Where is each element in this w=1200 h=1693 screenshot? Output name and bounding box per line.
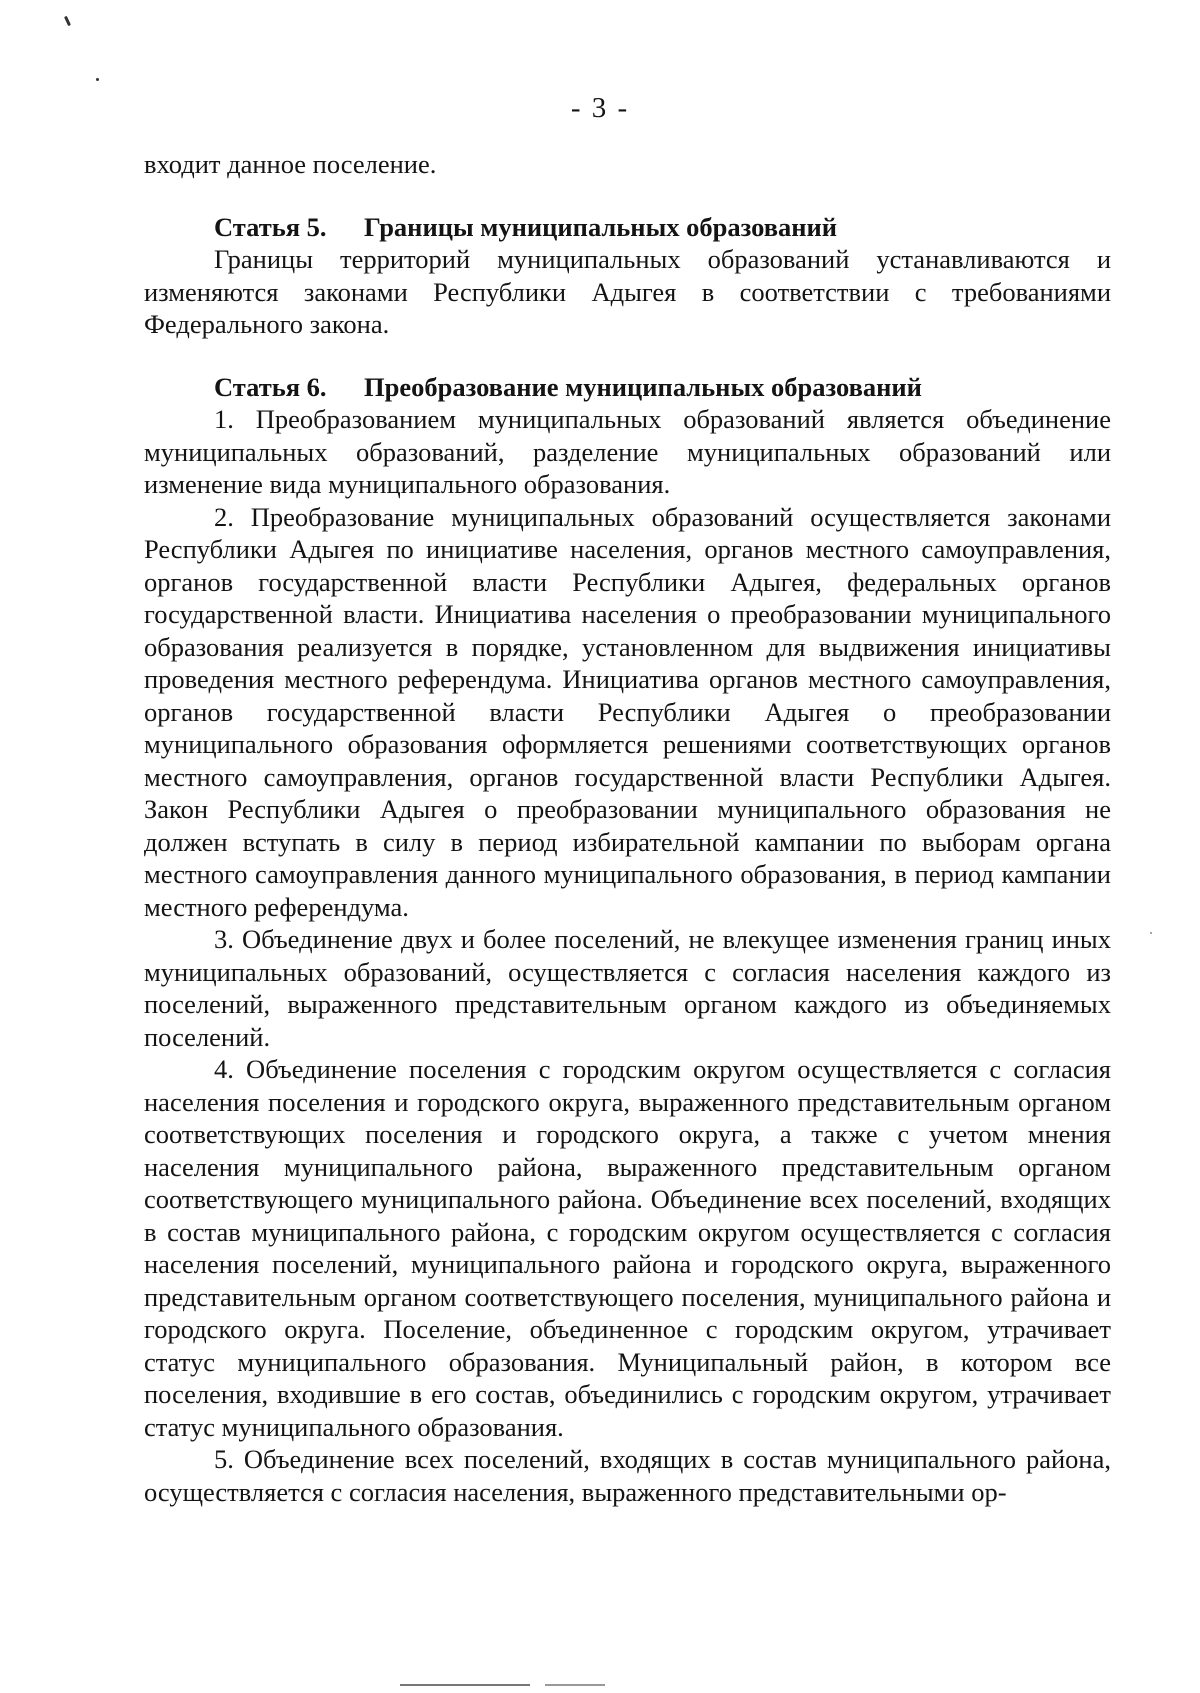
scan-artifact-mark (64, 16, 71, 26)
article-6-title: Преобразование муниципальных образований (364, 371, 922, 402)
article-6-paragraph-3: 3. Объединение двух и более поселений, не влекущее изменения границ иных муниципальных образований, осуществляется с согласия населения каждого из поселений, выраженного представительным органом каждого из объединяемых поселений. (144, 924, 1111, 1052)
article-5-title: Границы муниципальных образований (364, 211, 838, 242)
scan-artifact-dot (1150, 932, 1152, 934)
article-5-heading (144, 211, 1111, 244)
page-number: - 3 - (570, 92, 630, 124)
article-6-heading (144, 371, 1111, 404)
intro-line: входит данное поселение. (144, 149, 437, 179)
article-6-paragraph-5: 5. Объединение всех поселений, входящих в состав муниципального района, осуществляется с согласия населения, выраженного представительными ор- (144, 1444, 1111, 1507)
article-5-number: Статья 5. (214, 211, 327, 242)
section-gap (144, 341, 1111, 371)
section-gap (144, 181, 1111, 211)
scan-bottom-artifact (545, 1684, 605, 1686)
article-5-paragraph: Границы территорий муниципальных образований устанавливаются и изменяются законами Республики Адыгея в соответствии с требованиями Федерального закона. (144, 244, 1111, 339)
document-body (144, 148, 1111, 1508)
scan-bottom-artifact (400, 1684, 530, 1686)
scan-artifact-dot (96, 78, 99, 81)
article-6-paragraph-2: 2. Преобразование муниципальных образований осуществляется законами Республики Адыгея по инициативе населения, органов местного самоуправления, органов государственной власти Республики Адыгея, федеральных органов государственной власти. Инициатива населения о преобразовании муниципального образования реализуется в порядке, установленном для выдвижения инициативы проведения местного референдума. Инициатива органов местного самоуправления, органов государственной власти Республики Адыгея о преобразовании муниципального образования оформляется решениями соответствующих органов местного самоуправления, органов государственной власти Республики Адыгея. Закон Республики Адыгея о преобразовании муниципального образования не должен вступать в силу в период избирательной кампании по выборам органа местного самоуправления данного муниципального образования, в период кампании местного референдума. (144, 501, 1111, 922)
article-6-paragraph-1: 1. Преобразованием муниципальных образований является объединение муниципальных образований, разделение муниципальных образований или изменение вида муниципального образования. (144, 404, 1111, 499)
article-6-number: Статья 6. (214, 371, 327, 402)
article-6-paragraph-4: 4. Объединение поселения с городским округом осуществляется с согласия населения поселения и городского округа, выраженного представительным органом соответствующих поселения и городского округа, а также с учетом мнения населения муниципального района, выраженного представительным органом соответствующего муниципального района. Объединение всех поселений, входящих в состав муниципального района, с городским округом осуществляется с согласия населения поселений, муниципального района и городского округа, выраженного представительным органом соответствующего поселения, муниципального района и городского округа. Поселение, объединенное с городским округом, утрачивает статус муниципального образования. Муниципальный район, в котором все поселения, входившие в его состав, объединились с городским округом, утрачивает статус муниципального образования. (144, 1054, 1111, 1442)
